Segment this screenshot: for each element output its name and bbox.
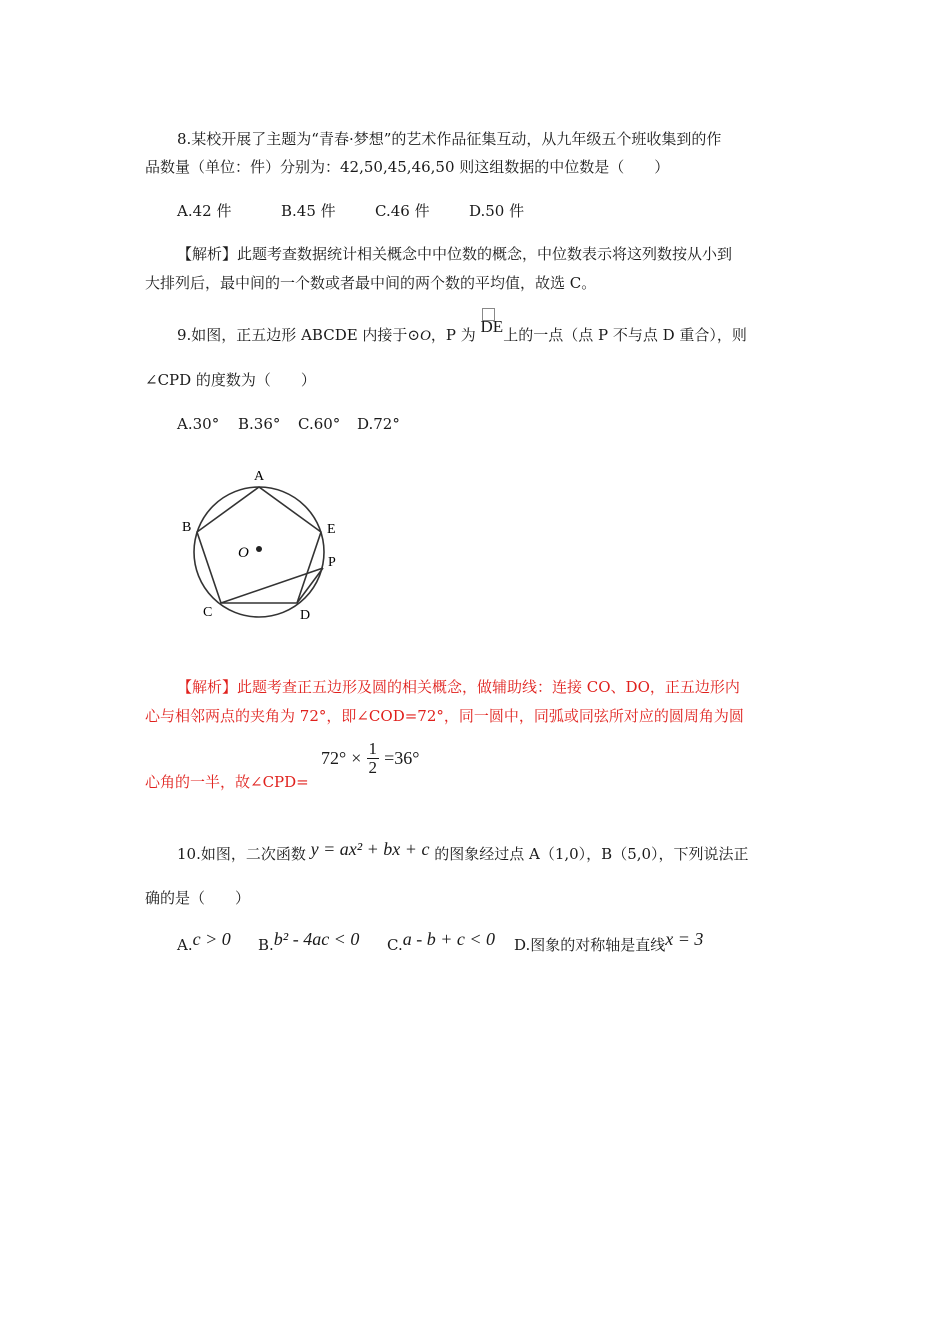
q9-option-b: B.36°	[238, 415, 281, 433]
q8-option-c: C.46 件	[375, 202, 430, 220]
q8-option-b: B.45 件	[281, 202, 336, 220]
label-o: O	[238, 545, 249, 561]
q8-analysis-line1: 【解析】此题考查数据统计相关概念中中位数的概念，中位数表示将这列数按从小到	[177, 245, 733, 263]
label-c: C	[203, 605, 213, 620]
q9-figure	[170, 460, 360, 630]
q8-analysis-line2: 大排列后，最中间的一个数或者最中间的两个数的平均值，故选 C。	[145, 274, 597, 292]
q10-equation: y = ax² + bx + c	[310, 839, 430, 859]
q9-option-c: C.60°	[298, 415, 341, 433]
label-d: D	[300, 608, 311, 623]
q9-analysis-line2: 心与相邻两点的夹角为 72°，即∠COD=72°，同一圆中，同弧或同弦所对应的圆周角为圆	[145, 707, 744, 725]
label-p: P	[328, 555, 336, 570]
arc-placeholder-icon	[482, 308, 495, 321]
q10-option-a: A.c > 0	[177, 929, 231, 954]
fraction-one-half: $\frac{1}{2}$	[368, 739, 378, 777]
q9-stem-part-a: 9.如图，正五边形 ABCDE 内接于⊙	[177, 326, 421, 344]
center-dot	[256, 546, 262, 552]
q8-stem-line2: 品数量（单位：件）分别为：42,50,45,46,50 则这组数据的中位数是（ ）	[145, 158, 670, 176]
q8-option-a: A.42 件	[177, 202, 232, 220]
q9-analysis-line1: 【解析】此题考查正五边形及圆的相关概念，做辅助线：连接 CO、DO，正五边形内	[177, 678, 740, 696]
q8-stem-line1: 8.某校开展了主题为“青春·梦想”的艺术作品征集互动，从九年级五个班收集到的作	[177, 130, 722, 148]
q9-stem-part-b: ，P 为	[430, 326, 476, 344]
q10-stem-line2: 确的是（ ）	[145, 889, 251, 907]
q10-option-d: D.图象的对称轴是直线x = 3	[514, 929, 704, 954]
q9-analysis-line3: 心角的一半，故∠CPD=	[145, 773, 309, 791]
q9-stem-part-c: 上的一点（点 P 不与点 D 重合），则	[503, 326, 747, 344]
q9-option-a: A.30°	[177, 415, 220, 433]
q10-option-b: B.b² - 4ac < 0	[258, 929, 360, 954]
segment-cp	[221, 568, 323, 603]
q10-option-c: C.a - b + c < 0	[387, 929, 495, 954]
q9-stem-line2: ∠CPD 的度数为（ ）	[145, 371, 316, 389]
q9-stem-line1	[177, 317, 747, 347]
q8-option-d: D.50 件	[469, 202, 525, 220]
q9-circle-var: O	[420, 328, 431, 344]
label-a: A	[254, 469, 265, 484]
q10-stem-line1: 10.如图，二次函数 y = ax² + bx + c 的图象经过点 A（1,0），B（5,0），下列说法正	[177, 839, 749, 863]
q9-formula: 72° × $\frac{1}{2}$ =36°	[321, 739, 420, 777]
label-e: E	[327, 522, 336, 537]
q9-arc-de: DE	[481, 316, 504, 338]
label-b: B	[182, 520, 192, 535]
q9-option-d: D.72°	[357, 415, 400, 433]
